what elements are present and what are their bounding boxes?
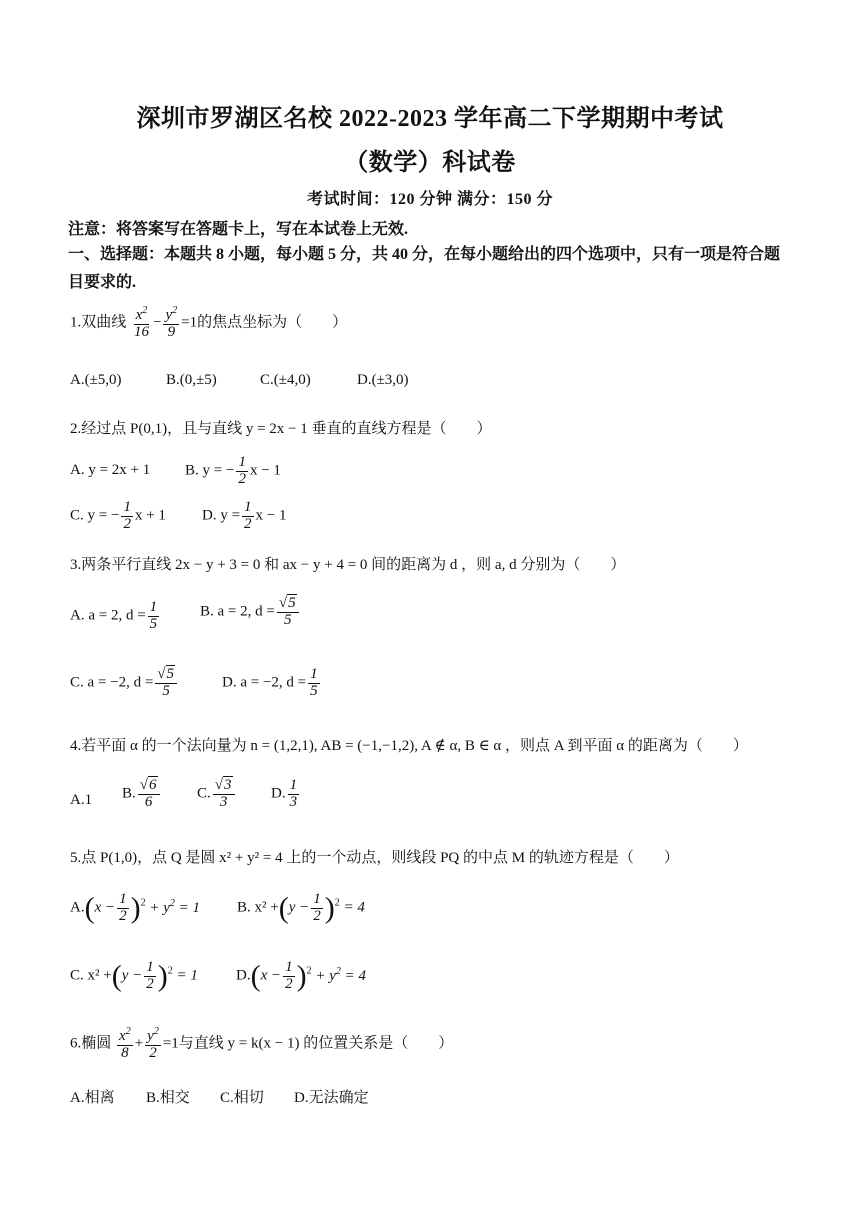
- q1-prefix: 1.双曲线: [70, 314, 127, 331]
- q2-option-c: C. y = − $\frac{1}{2}$ x + 1: [70, 499, 166, 532]
- q2-option-a: A. y = 2x + 1: [70, 462, 151, 478]
- q4-option-a: A.1: [70, 792, 93, 808]
- q1-option-d: D.(±3,0): [357, 372, 409, 388]
- q4-option-b: B. $\frac{√6}{6}$: [122, 778, 162, 811]
- q3-option-c: C. a = −2, d = $\frac{√5}{5}$: [70, 667, 179, 700]
- q2-option-b: B. y = − $\frac{1}{2}$ x − 1: [185, 454, 281, 487]
- section-heading: 一、选择题：本题共 8 小题，每小题 5 分，共 40 分，在每小题给出的四个选项中，只有一项是符合题目要求的.: [68, 246, 781, 291]
- q3-option-d: D. a = −2, d = $\frac{1}{5}$: [222, 666, 318, 699]
- q2-option-d: D. y = $\frac{1}{2}$ x − 1: [202, 499, 287, 532]
- question-4: 4.若平面 α 的一个法向量为 n = (1,2,1), AB = (−1,−1,2), A ∉ α, B ∈ α ，则点 A 到平面 α 的距离为（ ）: [70, 738, 748, 754]
- q4-option-d: D. $\frac{1}{3}$: [271, 777, 298, 810]
- q6-option-c: C.相切: [220, 1090, 264, 1106]
- q6-prefix: 6.椭圆: [70, 1035, 112, 1052]
- q5-option-d: D.(x − $\frac{1}{2}$ )$^2 + y^2 = 4$: [236, 959, 367, 993]
- q6-option-d: D.无法确定: [294, 1090, 369, 1106]
- question-5: 5.点 P(1,0)，点 Q 是圆 x² + y² = 4 上的一个动点，则线段 PQ 的中点 M 的轨迹方程是（ ）: [70, 850, 679, 866]
- q1-suffix: 的焦点坐标为（ ）: [197, 314, 348, 331]
- q1-option-c: C.(±4,0): [260, 372, 311, 388]
- q5-option-c: C. x² +(y − $\frac{1}{2}$ )$^2$ = 1: [70, 959, 198, 993]
- question-3: 3.两条平行直线 2x − y + 3 = 0 和 ax − y + 4 = 0 间的距离为 d ，则 a, d 分别为（ ）: [70, 557, 626, 573]
- exam-subtitle: （数学）科试卷: [344, 150, 516, 176]
- q6-suffix: 与直线 y = k(x − 1) 的位置关系是（ ）: [178, 1035, 454, 1052]
- q3-option-b: B. a = 2, d = $\frac{√5}{5}$: [200, 596, 301, 629]
- question-6: 6.椭圆 $\frac{x^2}{8}$ + $\frac{y^2}{2}$ =1与直线 y = k(x − 1) 的位置关系是（ ）: [70, 1026, 454, 1061]
- q6-option-b: B.相交: [146, 1090, 190, 1106]
- exam-title: 深圳市罗湖区名校 2022-2023 学年高二下学期期中考试: [136, 106, 724, 132]
- q6-option-a: A.相离: [70, 1090, 115, 1106]
- q1-option-a: A.(±5,0): [70, 372, 122, 388]
- q3-option-a: A. a = 2, d = $\frac{1}{5}$: [70, 599, 158, 632]
- exam-info: 考试时间：120 分钟 满分：150 分: [306, 191, 553, 208]
- question-1: 1.双曲线 $\frac{x^2}{16}$ − $\frac{y^2}{9}$ =1的焦点坐标为（ ）: [70, 305, 348, 340]
- q5-option-b: B. x² +(y − $\frac{1}{2}$ )$^2$ = 4: [237, 891, 365, 925]
- notice: 注意：将答案写在答题卡上，写在本试卷上无效.: [68, 221, 409, 238]
- q1-option-b: B.(0,±5): [166, 372, 217, 388]
- question-2: 2.经过点 P(0,1)，且与直线 y = 2x − 1 垂直的直线方程是（ ）: [70, 421, 492, 437]
- q5-option-a: A.(x − $\frac{1}{2}$ )$^2 + y^2 = 1$: [70, 891, 201, 925]
- q4-option-c: C. $\frac{√3}{3}$: [197, 778, 237, 811]
